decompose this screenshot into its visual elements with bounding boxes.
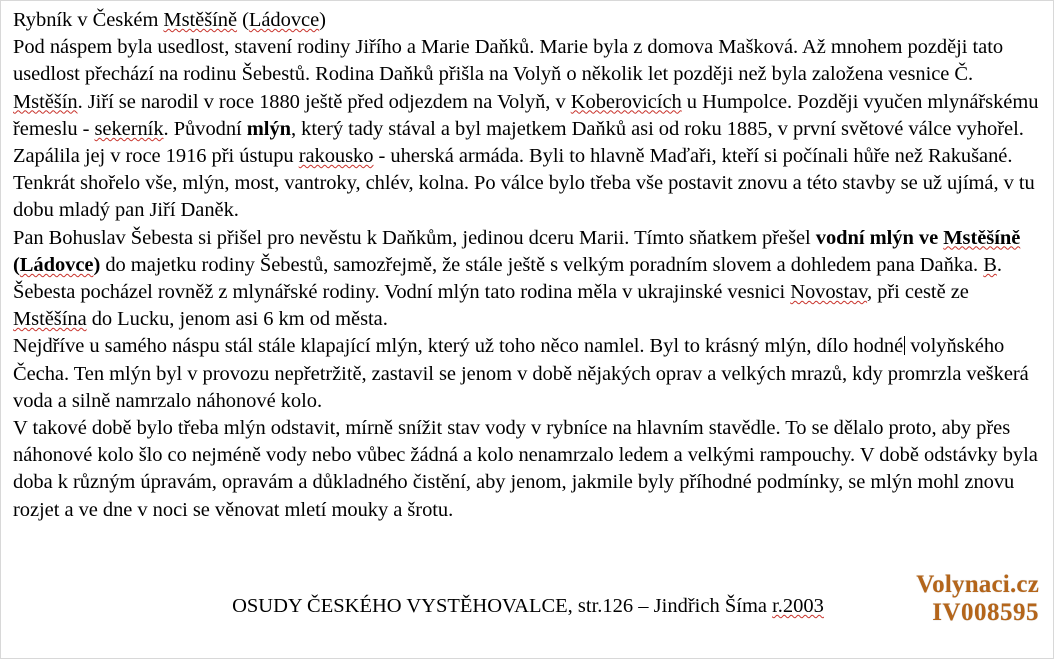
source-caption: OSUDY ČESKÉHO VYSTĚHOVALCE, str.126 – Jindřich Šíma r.2003 [232, 595, 824, 617]
document-text-body[interactable] [13, 7, 1043, 524]
spellcheck-word: Ládovce [248, 9, 320, 31]
paragraph-1: Pod náspem byla usedlost, stavení rodiny Jiřího a Marie Daňků. Marie byla z domova Mašková. Až mnohem později tato usedlost přechází na rodinu Šebestů. Rodina Daňků přišla na Volyň o několik let později než byla založena vesnice Č. Mstěšín. Jiří se narodil v roce 1880 ještě před odjezdem na Volyň, v Koberovicích u Humpolce. Později vyučen mlynářskému řemeslu - sekerník. Původní mlýn, který tady stával a byl majetkem Daňků asi od roku 1885, v první světové válce vyhořel. Zapálila jej v roce 1916 při ústupu rakousko - uherská armáda. Byli to hlavně Maďaři, kteří si počínali hůře než Rakušané. Tenkrát shořelo vše, mlýn, most, vantroky, chlév, kolna. Po válce bylo třeba vše postavit znovu a této stavby se už ujímá, v tu dobu mladý pan Jiří Daněk. [13, 36, 1039, 222]
spellcheck-word: Mstěšín [13, 90, 78, 113]
paragraph-3: Nejdříve u samého náspu stál stále klapající mlýn, který už toho něco namlel. Byl to krásný mlýn, dílo hodné volyňského Čecha. Ten mlýn byl v provozu nepřetržitě, zastavil se jenom v době nějakých oprav a velkých mrazů, kdy promrzla veškerá voda a silně namrzalo náhonové kolo. [13, 335, 1029, 412]
text-cursor [904, 336, 905, 355]
spellcheck-word: rakousko [298, 145, 374, 168]
spellcheck-word: B [983, 253, 997, 276]
document-caption-row [1, 593, 1054, 620]
watermark-id: IV008595 [932, 599, 1039, 626]
spellcheck-word: Novostav [790, 281, 868, 304]
watermark-site: Volynaci.cz [916, 571, 1039, 598]
spellcheck-word: Mstěšíně [163, 9, 238, 31]
paragraph-2: Pan Bohuslav Šebesta si přišel pro nevěstu k Daňkům, jedinou dceru Marii. Tímto sňatkem přešel vodní mlýn ve Mstěšíně (Ládovce) do majetku rodiny Šebestů, samozřejmě, že stále ještě s velkým poradním slovem a dohledem pana Daňka. B. Šebesta pocházel rovněž z mlynářské rodiny. Vodní mlýn tato rodina měla v ukrajinské vesnici Novostav, při cestě ze Mstěšína do Lucku, jenom asi 6 km od města. [13, 226, 1021, 331]
spellcheck-word: r.2003 [772, 595, 824, 617]
watermark [916, 571, 1039, 627]
document-title: Rybník v Českém Mstěšíně (Ládovce) [13, 9, 326, 31]
spellcheck-word: Koberovicích [570, 90, 682, 113]
paragraph-4: V takové době bylo třeba mlýn odstavit, mírně snížit stav vody v rybníce na hlavním stavědle. To se dělalo proto, aby přes náhonové kolo šlo co nejméně vody nebo vůbec žádná a kolo nenamrzalo ledem a velkými rampouchy. V době odstávky byla doba k různým úpravám, opravám a důkladného čistění, aby jenom, jakmile byly příhodné podmínky, se mlýn mohl znovu rozjet a ve dne v noci se věnovat mletí mouky a šrotu. [13, 417, 1038, 521]
spellcheck-word: Mstěšína [13, 308, 87, 331]
spellcheck-word: sekerník [94, 117, 164, 140]
